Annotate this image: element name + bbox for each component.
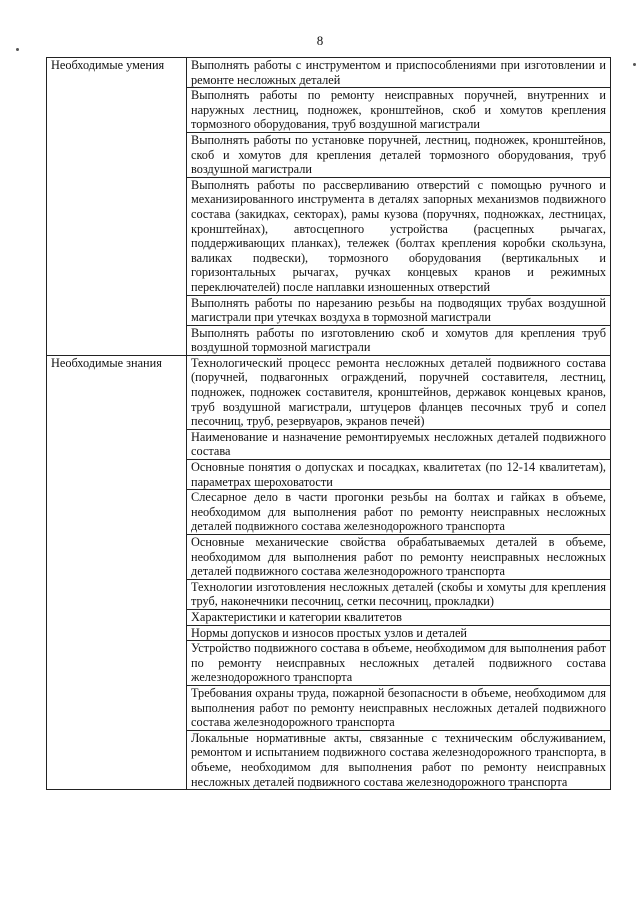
skill-item: Выполнять работы по ремонту неисправных поручней, внутренних и наружных лестниц, подножек, кронштейнов, скоб и хомутов крепления тормозного оборудования, труб воздушной магистрали: [187, 88, 611, 133]
knowledge-item: Наименование и назначение ремонтируемых несложных деталей подвижного состава: [187, 429, 611, 459]
scan-speck: [16, 48, 19, 51]
skill-item: Выполнять работы по установке поручней, лестниц, подножек, кронштейнов, скоб и хомутов для крепления деталей тормозного оборудования, труб воздушной магистрали: [187, 132, 611, 177]
knowledge-item: Технологии изготовления несложных деталей (скобы и хомуты для крепления труб, наконечники песочниц, сетки песочниц, прокладки): [187, 579, 611, 609]
table-row: [47, 355, 611, 429]
knowledge-item: Требования охраны труда, пожарной безопасности в объеме, необходимом для выполнения работ по ремонту неисправных несложных деталей подвижного состава железнодорожного транспорта: [187, 685, 611, 730]
knowledge-item: Основные механические свойства обрабатываемых деталей в объеме, необходимом для выполнения работ по ремонту неисправных несложных деталей подвижного состава железнодорожного транспорта: [187, 535, 611, 580]
section-label-skills: Необходимые умения: [47, 58, 187, 356]
knowledge-item: Локальные нормативные акты, связанные с техническим обслуживанием, ремонтом и испытанием подвижного состава железнодорожного транспорта, в объеме, необходимом для выполнения работ по ремонту неисправных несложных деталей подвижного состава железнодорожного транспорта: [187, 730, 611, 789]
skill-item: Выполнять работы с инструментом и приспособлениями при изготовлении и ремонте несложных деталей: [187, 58, 611, 88]
scan-speck: [633, 63, 636, 66]
section-label-knowledge: Необходимые знания: [47, 355, 187, 789]
knowledge-item: Нормы допусков и износов простых узлов и деталей: [187, 625, 611, 641]
skill-item: Выполнять работы по изготовлению скоб и хомутов для крепления труб воздушной тормозной магистрали: [187, 325, 611, 355]
knowledge-item: Технологический процесс ремонта несложных деталей подвижного состава (поручней, подвагонных ограждений, поручней составителя, лестниц, подножек, подножек составителя, кронштейнов, державок концевых кранов, труб воздушной магистрали, штуцеров фланцев песочных труб и сопел песочниц, труб, резервуаров, экранов печей): [187, 355, 611, 429]
skill-item: Выполнять работы по рассверливанию отверстий с помощью ручного и механизированного инструмента в деталях запорных механизмов подвижного состава (закидках, секторах), рамы кузова (поручнях, подножках, лестницах, кронштейнах), автосцепного устройства (расцепных рычагах, поддерживающих планках), тележек (болтах крепления коробки скользуна, валиках подвески), тормозного оборудования (вертикальных и горизонтальных рычагах, ручках концевых кранов и режимных переключателей) после наплавки изношенных отверстий: [187, 177, 611, 295]
page-number: 8: [316, 33, 324, 48]
knowledge-item: Устройство подвижного состава в объеме, необходимом для выполнения работ по ремонту неисправных несложных деталей подвижного состава железнодорожного транспорта: [187, 641, 611, 686]
requirements-table: [46, 57, 611, 790]
skill-item: Выполнять работы по нарезанию резьбы на подводящих трубах воздушной магистрали при утечках воздуха в тормозной магистрали: [187, 295, 611, 325]
table-row: [47, 58, 611, 88]
knowledge-item: Основные понятия о допусках и посадках, квалитетах (по 12-14 квалитетам), параметрах шероховатости: [187, 460, 611, 490]
knowledge-item: Характеристики и категории квалитетов: [187, 609, 611, 625]
knowledge-item: Слесарное дело в части прогонки резьбы на болтах и гайках в объеме, необходимом для выполнения работ по ремонту неисправных несложных деталей подвижного состава железнодорожного транспорта: [187, 490, 611, 535]
